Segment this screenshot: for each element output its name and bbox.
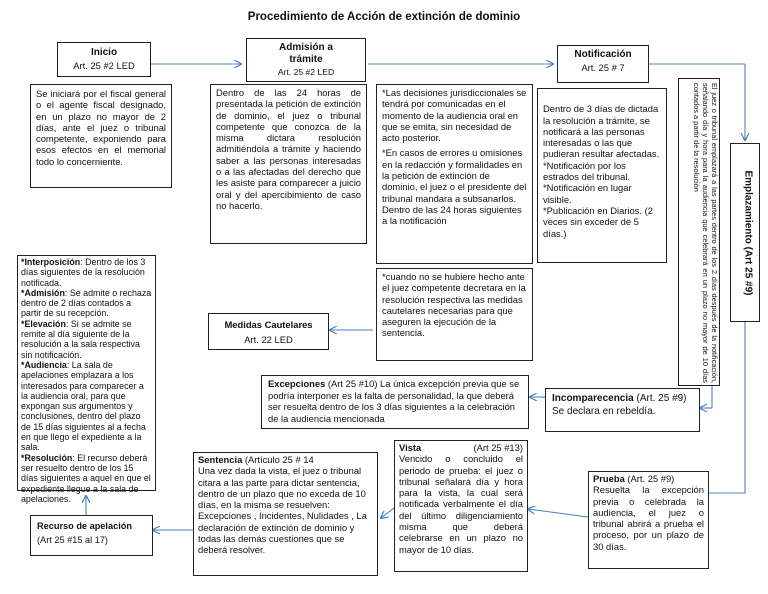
cautelares-note: *cuando no se hubiere hecho ante el juez competente decretara en la resolución respectiva las medidas cautelares necesarias para que aseguren la ejecución de la sentencia. (382, 271, 526, 339)
sentencia-ref: (Artículo 25 # 14 (242, 454, 314, 465)
notificacion-body-box (537, 88, 667, 263)
sentencia-header (198, 454, 373, 465)
admision-body: Dentro de las 24 horas de presentada la petición de extinción de dominio, el juez o tribunal competente que conozca de la misma dictara resolución admitiéndola a trámite y haciendo saber a las personas interesadas o a las afectadas del derecho que les asiste para comparecer a juicio oral y del apercibimiento de caso no hacerlo. (216, 87, 361, 211)
vista-label: Vista (399, 442, 422, 453)
recursos-audiencia-text: : La sala de apelaciones emplazara a los interesados para comparecer a la audiencia oral, para que expongan sus argumentos y conclusiones, dentro del plazo de 15 días siguientes al a fecha en que llego el expediente a la sala. (21, 359, 146, 453)
recursos-audiencia (21, 360, 152, 453)
cautelares-note-box (376, 268, 533, 361)
medidas-box (208, 313, 329, 350)
prueba-body: Resuelta la excepción previa o celebrada la audiencia, el juez o tribunal abrirá a prueba el proceso, por un plazo de 30 días. (593, 484, 704, 552)
emplazamiento-text-box (678, 78, 720, 386)
recursos-admision (21, 288, 152, 319)
admision-ref: Art. 25 #2 LED (277, 67, 335, 77)
inicio-body-box (30, 84, 172, 188)
inicio-ref: Art. 25 #2 LED (73, 60, 135, 71)
recursos-box (17, 255, 156, 504)
arrow-prueba-vista (528, 509, 588, 517)
recursos-audiencia-label: *Audiencia (21, 359, 67, 370)
sentencia-box (193, 452, 378, 576)
apelacion-box (30, 515, 153, 556)
apelacion-ref: (Art 25 #15 al 17) (37, 535, 108, 545)
recursos-interposicion (21, 257, 152, 288)
inicio-header-box (57, 42, 151, 77)
arrow-vista-sentencia (381, 508, 394, 518)
incomparecencia-box (545, 388, 700, 432)
notificacion-header-box (557, 45, 649, 83)
excepciones-label: Excepciones (268, 378, 326, 389)
vista-header (399, 442, 523, 453)
recursos-elevacion (21, 319, 152, 360)
notificacion-body: Dentro de 3 días de dictada la resolución a trámite, se notificará a las personas interesadas o las que pudieran resultar afectadas. *Notificación por los estrados del tribunal. *Notificación en lugar visible. *Publicación en Diarios. (2 veces sin exceder de 5 días.) (543, 103, 660, 239)
prueba-label: Prueba (593, 473, 625, 484)
notificacion-ref: Art. 25 # 7 (581, 62, 625, 73)
recursos-elevacion-text: : Si se admite se remite al día siguiente de la resolución a la sala respectiva sin notificación. (21, 318, 140, 360)
recursos-resolucion (21, 453, 152, 504)
inicio-title: Inicio (90, 47, 118, 58)
prueba-box (588, 471, 709, 569)
medidas-ref: Art. 22 LED (244, 334, 293, 345)
inicio-body: Se iniciará por el fiscal general o el agente fiscal designado, en un plazo no mayor de 2 días, ante el juez o tribunal competente, exponiendo para esos efectos en el memorial todo lo concerniente. (36, 88, 166, 167)
recursos-resolucion-label: *Resolución (21, 452, 73, 463)
recursos-resolucion-text: : El recurso deberá ser resuelto dentro de los 15 días siguientes a aquel en que el expediente llegue a la sala de apelaciones. (21, 452, 151, 504)
recursos-interposicion-label: *Interposición (21, 257, 81, 267)
sentencia-body: Una vez dada la vista, el juez o tribunal citara a las parte para dictar sentencia, dentro de un plazo que no exceda de 10 días, en la misma se resuelven: Excepciones , Incidentes, Nulidades , La declaración de extinción de dominio y todas las demás cuestiones que se deberá resolver. (198, 465, 367, 556)
admision-title: Admisión a trámite (279, 42, 333, 65)
vista-ref: (Art 25 #13) (473, 442, 523, 453)
apelacion-title: Recurso de apelación (37, 521, 132, 531)
recursos-admision-text: : Se admite o rechaza dentro de 2 días contados a partir de su recepción. (21, 287, 152, 319)
prueba-header (593, 473, 704, 484)
emplazamiento-label-box (730, 143, 760, 322)
decisiones-p2: *En casos de errores u omisiones en la redacción y formalidades en la petición de extinción de dominio, el juez o el presidente del tribunal mandara a subsanarlos. Dentro de las 24 horas siguientes a la notificación (382, 147, 527, 227)
incomparecencia-text: (Art. 25 #9) Se declara en rebeldía. (552, 393, 687, 417)
admision-header-box (246, 38, 366, 82)
vista-box (394, 440, 528, 572)
emplazamiento-label: Emplazamiento (Art 25 #9) (742, 170, 754, 296)
decisiones-box (376, 84, 533, 264)
medidas-title: Medidas Cautelares (224, 319, 313, 330)
decisiones-p1: *Las decisiones jurisdiccionales se tendrá por comunicadas en el momento de la audiencia oral en que se emita, sin necesidad de acto posterior. (382, 87, 527, 144)
sentencia-label: Sentencia (198, 454, 243, 465)
recursos-admision-label: *Admisión (21, 287, 65, 298)
prueba-ref: (Art. 25 #9) (624, 473, 675, 484)
excepciones-box (261, 375, 529, 429)
incomparecencia-label: Incomparecencia (552, 393, 634, 404)
notificacion-title: Notificación (574, 49, 632, 60)
vista-body: Vencido o concluido el periodo de prueba: el juez o tribunal señalará día y hora para la vista, la cual será notificada verbalmente el día del último diligenciamiento misma que deberá celebrarse en un plazo no mayor de 10 días. (399, 453, 523, 555)
excepciones-text: (Art 25 #10) La única excepción previa que se podría interponer es la falta de personalidad, la que deberá ser resuelta dentro de los 3 días siguientes a la celebración de la audiencia mencionada (268, 378, 520, 424)
diagram-title: Procedimiento de Acción de extinción de dominio (247, 11, 521, 23)
recursos-interposicion-text: : Dentro de los 3 días siguientes de la resolución notificada. (21, 257, 146, 288)
recursos-elevacion-label: *Elevación (21, 318, 66, 329)
admision-body-box (210, 84, 367, 244)
emplazamiento-text: El juez o tribunal emplazará a las partes dentro de los 2 días después de la notificación, señalando día y hora para la audiencia que celebrará en un plazo no mayor de 10 días contados a partir de la resolución (691, 83, 719, 383)
